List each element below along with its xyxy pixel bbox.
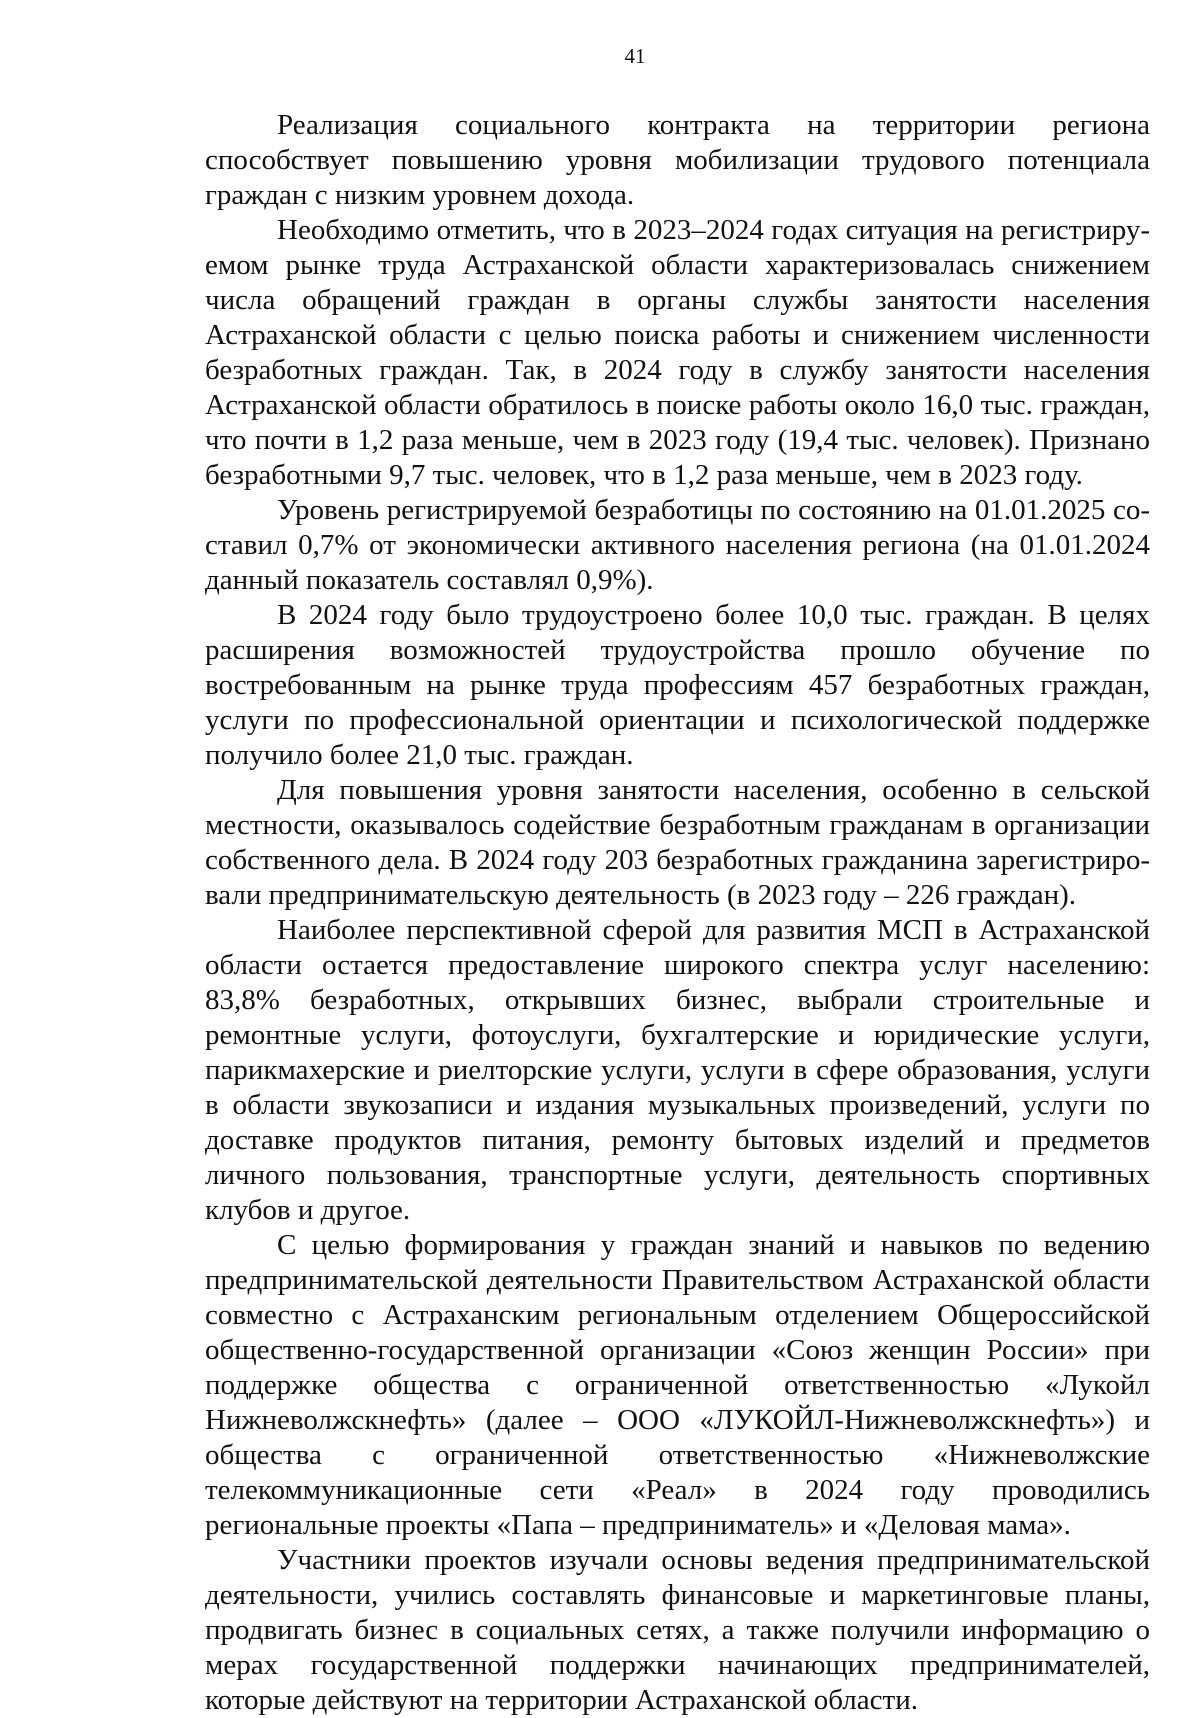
paragraph-social-contract: Реализация социального контракта на территории региона способствует повышению уровня мобилизации трудового потенциала граждан с низким уровнем дохода. — [205, 109, 1150, 211]
paragraph-self-employment: Для повышения уровня занятости населения, особенно в сельской местности, оказывалось содействие безработным гражданам в организации собственного дела. В 2024 году 203 безработных гражданина зарегистрировали предпринимательскую деятельность (в 2023 году – 226 граждан). — [205, 774, 1150, 911]
document-body — [205, 108, 1150, 1718]
paragraph-employment: В 2024 году было трудоустроено более 10,0 тыс. граждан. В целях расширения возможностей трудоустройства прошло обучение по востребованным на рынке труда профессиям 457 безработных граждан, услуги по профессиональной ориентации и психологической поддержке получило более 21,0 тыс. граждан. — [205, 599, 1150, 771]
paragraph-labor-market: Необходимо отметить, что в 2023–2024 годах ситуация на регистрируемом рынке труда Астраханской области характеризовалась снижением числа обращений граждан в органы службы занятости населения Астраханской области с целью поиска работы и снижением численности безработных граждан. Так, в 2024 году в службу занятости населения Астраханской области обратилось в поиске работы около 16,0 тыс. граждан, что почти в 1,2 раза меньше, чем в 2023 году (19,4 тыс. человек). Признано безработными 9,7 тыс. человек, что в 1,2 раза меньше, чем в 2023 году. — [205, 214, 1150, 491]
paragraph-unemployment-rate: Уровень регистрируемой безработицы по состоянию на 01.01.2025 составил 0,7% от экономически активного населения региона (на 01.01.2024 данный показатель составлял 0,9%). — [205, 494, 1150, 596]
paragraph-regional-projects: С целью формирования у граждан знаний и навыков по ведению предпринимательской деятельности Правительством Астраханской области совместно с Астраханским региональным отделением Общероссийской общественно-государственной организации «Союз женщин России» при поддержке общества с ограниченной ответственностью «Лукойл Нижневолжскнефть» (далее – ООО «ЛУКОЙЛ-Нижневолжскнефть») и общества с ограниченной ответственностью «Нижневолжские телекоммуникационные сети «Реал» в 2024 году проводились региональные проекты «Папа – предприниматель» и «Деловая мама». — [205, 1229, 1150, 1541]
paragraph-sme-sphere: Наиболее перспективной сферой для развития МСП в Астраханской области остается предоставление широкого спектра услуг населению: 83,8% безработных, открывших бизнес, выбрали строительные и ремонтные услуги, фотоуслуги, бухгалтерские и юридические услуги, парикмахерские и риелторские услуги, услуги в сфере образования, услуги в области звукозаписи и издания музыкальных произведений, услуги по доставке продуктов питания, ремонту бытовых изделий и предметов личного пользования, транспортные услуги, деятельность спортивных клубов и другое. — [205, 914, 1150, 1226]
paragraph-project-participants: Участники проектов изучали основы ведения предпринимательской деятельности, учились составлять финансовые и маркетинговые планы, продвигать бизнес в социальных сетях, а также получили информацию о мерах государственной поддержки начинающих предпринимателей, которые действуют на территории Астраханской области. — [205, 1544, 1150, 1716]
page-number: 41 — [624, 44, 646, 68]
